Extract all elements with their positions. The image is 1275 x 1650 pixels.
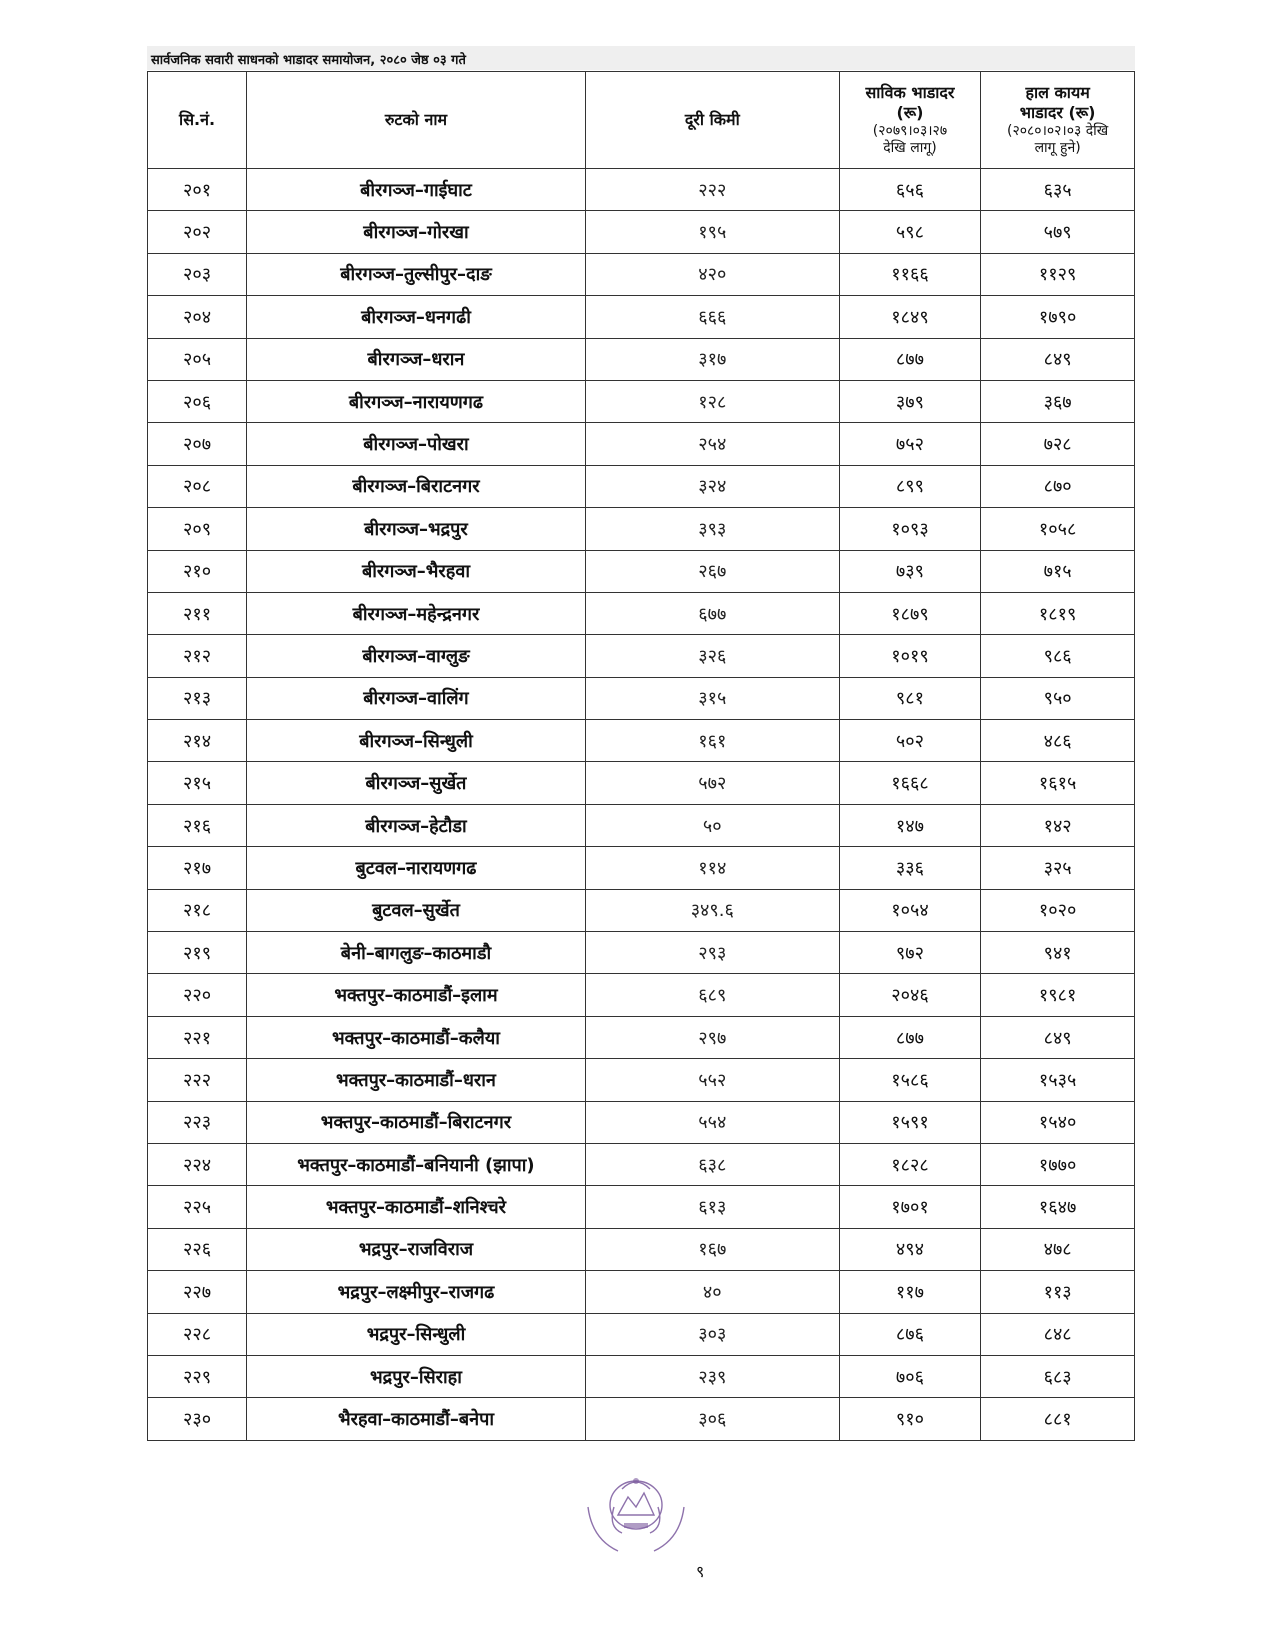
cell-serial-number: २१८ [148, 889, 247, 931]
table-row [148, 1101, 1135, 1143]
cell-old-fare: १०५४ [839, 889, 981, 931]
column-header-route-label: रुटको नाम [384, 110, 448, 129]
cell-distance: ११४ [585, 847, 839, 889]
cell-new-fare: १०२० [981, 889, 1135, 931]
cell-distance: ६३८ [585, 1143, 839, 1185]
cell-old-fare: १५९१ [839, 1101, 981, 1143]
table-row [148, 1355, 1135, 1397]
cell-old-fare: १८७९ [839, 592, 981, 634]
cell-new-fare: ७१५ [981, 550, 1135, 592]
cell-serial-number: २२८ [148, 1313, 247, 1355]
cell-new-fare: १५३५ [981, 1059, 1135, 1101]
column-header-old-fare [839, 72, 981, 169]
cell-new-fare: ९५० [981, 677, 1135, 719]
cell-route-name: बीरगञ्ज–भैरहवा [247, 550, 586, 592]
cell-new-fare: १०५८ [981, 508, 1135, 550]
cell-serial-number: २०६ [148, 380, 247, 422]
cell-new-fare: ८४९ [981, 1016, 1135, 1058]
cell-old-fare: १६६८ [839, 762, 981, 804]
cell-route-name: बीरगञ्ज–महेन्द्रनगर [247, 592, 586, 634]
old-fare-sublabel-line2: देखि लागू) [883, 140, 937, 156]
cell-distance: ३९३ [585, 508, 839, 550]
table-row [148, 847, 1135, 889]
cell-old-fare: १८४९ [839, 296, 981, 338]
cell-distance: ५५४ [585, 1101, 839, 1143]
cell-route-name: भक्तपुर–काठमाडौं–कलैया [247, 1016, 586, 1058]
cell-serial-number: २०८ [148, 465, 247, 507]
cell-old-fare: ८७७ [839, 1016, 981, 1058]
cell-route-name: भक्तपुर–काठमाडौं–बिराटनगर [247, 1101, 586, 1143]
table-row [148, 974, 1135, 1016]
table-row [148, 932, 1135, 974]
cell-distance: ३२४ [585, 465, 839, 507]
cell-new-fare: १६४७ [981, 1186, 1135, 1228]
cell-serial-number: २२२ [148, 1059, 247, 1101]
column-header-sn [148, 72, 247, 169]
new-fare-sublabel-line1: (२०८०।०२।०३ देखि [1006, 122, 1109, 139]
cell-new-fare: ४८६ [981, 720, 1135, 762]
cell-distance: २९७ [585, 1016, 839, 1058]
cell-old-fare: ७३९ [839, 550, 981, 592]
column-header-distance-label: दूरी किमी [684, 110, 740, 129]
page-number: ९ [696, 1562, 705, 1581]
table-row [148, 762, 1135, 804]
cell-route-name: भक्तपुर–काठमाडौं–धरान [247, 1059, 586, 1101]
cell-distance: ५५२ [585, 1059, 839, 1101]
column-header-distance [585, 72, 839, 169]
cell-distance: १६१ [585, 720, 839, 762]
cell-serial-number: २०३ [148, 253, 247, 295]
cell-distance: ३१५ [585, 677, 839, 719]
cell-new-fare: ६३५ [981, 169, 1135, 211]
cell-serial-number: २०२ [148, 211, 247, 253]
cell-serial-number: २१२ [148, 635, 247, 677]
table-row [148, 296, 1135, 338]
cell-distance: २३९ [585, 1355, 839, 1397]
cell-route-name: बुटवल–सुर्खेत [247, 889, 586, 931]
column-header-route [247, 72, 586, 169]
cell-new-fare: १७७० [981, 1143, 1135, 1185]
table-body [148, 169, 1135, 1441]
cell-distance: ६८९ [585, 974, 839, 1016]
cell-old-fare: ११६६ [839, 253, 981, 295]
table-row [148, 1059, 1135, 1101]
cell-serial-number: २०९ [148, 508, 247, 550]
cell-old-fare: ११७ [839, 1271, 981, 1313]
cell-new-fare: ११३ [981, 1271, 1135, 1313]
cell-distance: ३२६ [585, 635, 839, 677]
cell-old-fare: ९१० [839, 1398, 981, 1440]
cell-route-name: बीरगञ्ज–पोखरा [247, 423, 586, 465]
old-fare-label-line2: (रू) [896, 102, 924, 122]
cell-route-name: बीरगञ्ज–सुर्खेत [247, 762, 586, 804]
cell-route-name: भैरहवा–काठमाडौं–बनेपा [247, 1398, 586, 1440]
cell-new-fare: ९८६ [981, 635, 1135, 677]
table-row [148, 1398, 1135, 1440]
cell-old-fare: १८२८ [839, 1143, 981, 1185]
cell-distance: ६१३ [585, 1186, 839, 1228]
cell-new-fare: ३६७ [981, 380, 1135, 422]
cell-old-fare: ९८१ [839, 677, 981, 719]
cell-route-name: बीरगञ्ज–नारायणगढ [247, 380, 586, 422]
cell-serial-number: २२९ [148, 1355, 247, 1397]
cell-distance: १२८ [585, 380, 839, 422]
cell-distance: ५० [585, 804, 839, 846]
cell-serial-number: २२४ [148, 1143, 247, 1185]
table-row [148, 253, 1135, 295]
cell-serial-number: २१० [148, 550, 247, 592]
table-row [148, 380, 1135, 422]
cell-route-name: बेनी–बागलुङ–काठमाडौ [247, 932, 586, 974]
cell-old-fare: ८७७ [839, 338, 981, 380]
cell-distance: २२२ [585, 169, 839, 211]
table-header-row [148, 72, 1135, 169]
cell-old-fare: ७५२ [839, 423, 981, 465]
cell-route-name: बीरगञ्ज–तुल्सीपुर–दाङ [247, 253, 586, 295]
cell-distance: ३०६ [585, 1398, 839, 1440]
cell-old-fare: ८९९ [839, 465, 981, 507]
cell-old-fare: ७०६ [839, 1355, 981, 1397]
cell-distance: ३१७ [585, 338, 839, 380]
cell-distance: १६७ [585, 1228, 839, 1270]
cell-new-fare: १७९० [981, 296, 1135, 338]
cell-new-fare: ४७८ [981, 1228, 1135, 1270]
cell-route-name: भद्रपुर–लक्ष्मीपुर–राजगढ [247, 1271, 586, 1313]
cell-route-name: बीरगञ्ज–गोरखा [247, 211, 586, 253]
cell-distance: ४० [585, 1271, 839, 1313]
cell-serial-number: २२३ [148, 1101, 247, 1143]
table-row [148, 1143, 1135, 1185]
cell-old-fare: ३७९ [839, 380, 981, 422]
table-row [148, 465, 1135, 507]
cell-old-fare: ८७६ [839, 1313, 981, 1355]
table-row [148, 1186, 1135, 1228]
table-row [148, 211, 1135, 253]
table-row [148, 635, 1135, 677]
cell-distance: १९५ [585, 211, 839, 253]
cell-old-fare: ५०२ [839, 720, 981, 762]
header-bar [147, 46, 1135, 70]
cell-old-fare: २०४६ [839, 974, 981, 1016]
cell-distance: ३४९.६ [585, 889, 839, 931]
cell-route-name: बीरगञ्ज–हेटौडा [247, 804, 586, 846]
cell-serial-number: २०१ [148, 169, 247, 211]
cell-route-name: बीरगञ्ज–गाईघाट [247, 169, 586, 211]
cell-new-fare: ५७९ [981, 211, 1135, 253]
cell-serial-number: २१९ [148, 932, 247, 974]
column-header-sn-label: सि.नं. [179, 110, 216, 129]
table-row [148, 592, 1135, 634]
cell-route-name: भद्रपुर–सिन्धुली [247, 1313, 586, 1355]
table-row [148, 508, 1135, 550]
cell-new-fare: १४२ [981, 804, 1135, 846]
cell-route-name: भक्तपुर–काठमाडौं–शनिश्चरे [247, 1186, 586, 1228]
table-row [148, 550, 1135, 592]
table-row [148, 889, 1135, 931]
cell-new-fare: ८८१ [981, 1398, 1135, 1440]
cell-serial-number: २१७ [148, 847, 247, 889]
cell-route-name: बीरगञ्ज–वाग्लुङ [247, 635, 586, 677]
cell-distance: २६७ [585, 550, 839, 592]
cell-route-name: भक्तपुर–काठमाडौं–इलाम [247, 974, 586, 1016]
cell-serial-number: २३० [148, 1398, 247, 1440]
cell-serial-number: २१५ [148, 762, 247, 804]
cell-old-fare: १७०१ [839, 1186, 981, 1228]
cell-new-fare: १८१९ [981, 592, 1135, 634]
cell-serial-number: २२० [148, 974, 247, 1016]
cell-new-fare: १६१५ [981, 762, 1135, 804]
cell-route-name: बीरगञ्ज–बिराटनगर [247, 465, 586, 507]
old-fare-label-line1: साविक भाडादर [865, 82, 955, 102]
department-seal-stamp [578, 1467, 694, 1577]
cell-serial-number: २०४ [148, 296, 247, 338]
cell-route-name: बीरगञ्ज–वालिंग [247, 677, 586, 719]
document-title: सार्वजनिक सवारी साधनको भाडादर समायोजन, २०८० जेष्ठ ०३ गते [151, 53, 466, 68]
cell-new-fare: १९८१ [981, 974, 1135, 1016]
cell-distance: ३०३ [585, 1313, 839, 1355]
cell-serial-number: २१६ [148, 804, 247, 846]
cell-distance: ६६६ [585, 296, 839, 338]
cell-serial-number: २११ [148, 592, 247, 634]
cell-route-name: बुटवल–नारायणगढ [247, 847, 586, 889]
table-row [148, 1313, 1135, 1355]
old-fare-sublabel-line1: (२०७९।०३।२७ [872, 122, 948, 139]
fare-table [147, 71, 1135, 1441]
cell-serial-number: २०५ [148, 338, 247, 380]
table-row [148, 1228, 1135, 1270]
cell-distance: २९३ [585, 932, 839, 974]
cell-serial-number: २२१ [148, 1016, 247, 1058]
cell-new-fare: ८४९ [981, 338, 1135, 380]
cell-serial-number: २२७ [148, 1271, 247, 1313]
cell-route-name: भद्रपुर–राजविराज [247, 1228, 586, 1270]
cell-serial-number: २२६ [148, 1228, 247, 1270]
table-row [148, 1016, 1135, 1058]
cell-new-fare: ११२९ [981, 253, 1135, 295]
cell-route-name: बीरगञ्ज–धरान [247, 338, 586, 380]
cell-old-fare: १४७ [839, 804, 981, 846]
cell-old-fare: ३३६ [839, 847, 981, 889]
cell-old-fare: १०१९ [839, 635, 981, 677]
cell-old-fare: १५८६ [839, 1059, 981, 1101]
table-row [148, 677, 1135, 719]
cell-old-fare: १०९३ [839, 508, 981, 550]
cell-new-fare: ३२५ [981, 847, 1135, 889]
cell-serial-number: २२५ [148, 1186, 247, 1228]
table-row [148, 338, 1135, 380]
new-fare-sublabel-line2: लागू हुने) [1034, 140, 1081, 156]
cell-new-fare: ७२८ [981, 423, 1135, 465]
new-fare-label-line1: हाल कायम [1025, 82, 1090, 102]
cell-route-name: भक्तपुर–काठमाडौं–बनियानी (झापा) [247, 1143, 586, 1185]
new-fare-label-line2: भाडादर (रू) [1019, 102, 1096, 122]
table-row [148, 720, 1135, 762]
table-row [148, 169, 1135, 211]
table-row [148, 1271, 1135, 1313]
cell-new-fare: ८४८ [981, 1313, 1135, 1355]
cell-route-name: बीरगञ्ज–भद्रपुर [247, 508, 586, 550]
column-header-new-fare [981, 72, 1135, 169]
cell-new-fare: ६८३ [981, 1355, 1135, 1397]
cell-distance: ४२० [585, 253, 839, 295]
table-row [148, 804, 1135, 846]
cell-old-fare: ५९८ [839, 211, 981, 253]
cell-old-fare: ९७२ [839, 932, 981, 974]
cell-route-name: बीरगञ्ज–सिन्धुली [247, 720, 586, 762]
cell-new-fare: ८७० [981, 465, 1135, 507]
cell-distance: ६७७ [585, 592, 839, 634]
cell-distance: २५४ [585, 423, 839, 465]
table-row [148, 423, 1135, 465]
cell-distance: ५७२ [585, 762, 839, 804]
cell-route-name: बीरगञ्ज–धनगढी [247, 296, 586, 338]
cell-old-fare: ६५६ [839, 169, 981, 211]
cell-old-fare: ४९४ [839, 1228, 981, 1270]
cell-serial-number: २१३ [148, 677, 247, 719]
cell-new-fare: ९४१ [981, 932, 1135, 974]
cell-new-fare: १५४० [981, 1101, 1135, 1143]
cell-route-name: भद्रपुर–सिराहा [247, 1355, 586, 1397]
cell-serial-number: २०७ [148, 423, 247, 465]
cell-serial-number: २१४ [148, 720, 247, 762]
